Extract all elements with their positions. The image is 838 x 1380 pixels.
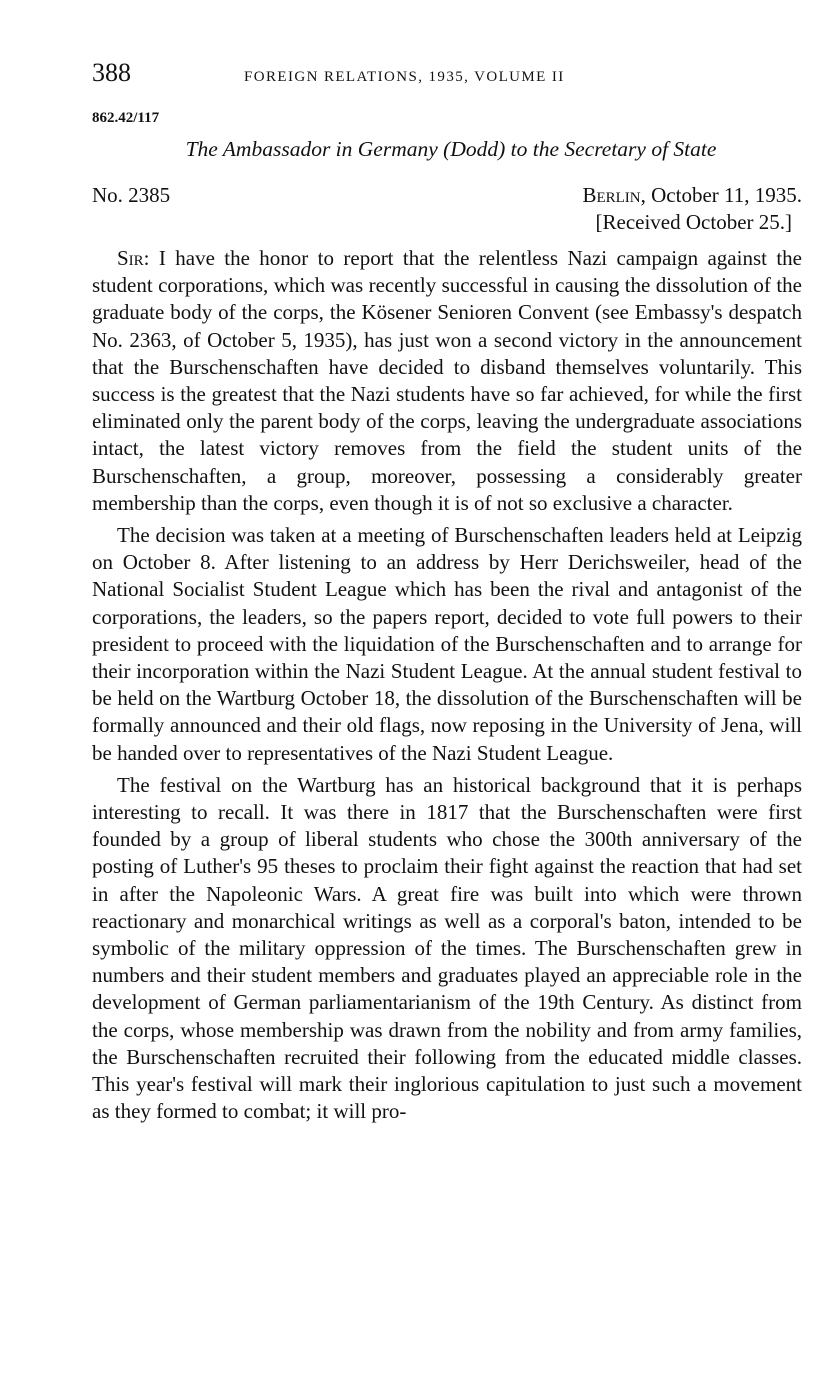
- file-number: 862.42/117: [92, 110, 160, 126]
- paragraph-2: The decision was taken at a meeting of Burschenschaften leaders held at Leipzig on October 8. After listening to an address by Herr Derichsweiler, head of the National Socialist Student League which has been the rival and antagonist of the corporations, the leaders, so the papers report, decided to vote full powers to their president to proceed with the liquidation of the Burschenschaften and to arrange for their incorporation within the Nazi Student League. At the annual student festival to be held on the Wartburg October 18, the dissolution of the Burschenschaften will be formally announced and their old flags, now reposing in the University of Jena, will be handed over to representatives of the Nazi Student League.: [92, 523, 802, 765]
- dateline: [92, 182, 802, 236]
- paragraph-1: [92, 245, 802, 517]
- paragraph-1-text: I have the honor to report that the relentless Nazi campaign against the student corporations, which was recently successful in causing the dissolution of the graduate body of the corps, the Kösener Senioren Convent (see Embassy's despatch No. 2363, of October 5, 1935), has just won a second victory in the announcement that the Burschenschaften have decided to disband themselves voluntarily. This success is the greatest that the Nazi students have so far achieved, for while the first eliminated only the parent body of the corps, leaving the undergraduate associations intact, the latest victory removes from the field the student units of the Burschenschaften, a group, moreover, possessing a considerably greater membership than the corps, even though it is of not so exclusive a character.: [92, 246, 802, 515]
- salutation: Sir:: [117, 246, 150, 270]
- running-head-title: FOREIGN RELATIONS, 1935, VOLUME II: [244, 69, 565, 85]
- letter-body: [92, 245, 802, 1126]
- place-date-block: [582, 182, 802, 236]
- dispatch-number: No. 2385: [92, 183, 171, 207]
- document-title: The Ambassador in Germany (Dodd) to the Secretary of State: [185, 137, 717, 161]
- place: Berlin,: [582, 183, 646, 207]
- date: October 11, 1935.: [645, 183, 802, 207]
- running-head: [92, 58, 802, 98]
- document-page: [92, 58, 802, 1131]
- page-number: 388: [92, 58, 131, 87]
- received-note: [Received October 25.]: [595, 210, 792, 234]
- paragraph-3: The festival on the Wartburg has an historical background that it is perhaps interesting to recall. It was there in 1817 that the Burschenschaften were first founded by a group of liberal students who chose the 300th anniversary of the posting of Luther's 95 theses to proclaim their fight against the reaction that had set in after the Napoleonic Wars. A great fire was built into which were thrown reactionary and monarchical writings as well as a corporal's baton, intended to be symbolic of the military oppression of the times. The Burschenschaften grew in numbers and their student members and graduates played an appreciable role in the development of German parliamentarianism of the 19th Century. As distinct from the corps, whose membership was drawn from the nobility and from army families, the Burschenschaften recruited their following from the educated middle classes. This year's festival will mark their inglorious capitulation to just such a movement as they formed to combat; it will pro-: [92, 772, 802, 1124]
